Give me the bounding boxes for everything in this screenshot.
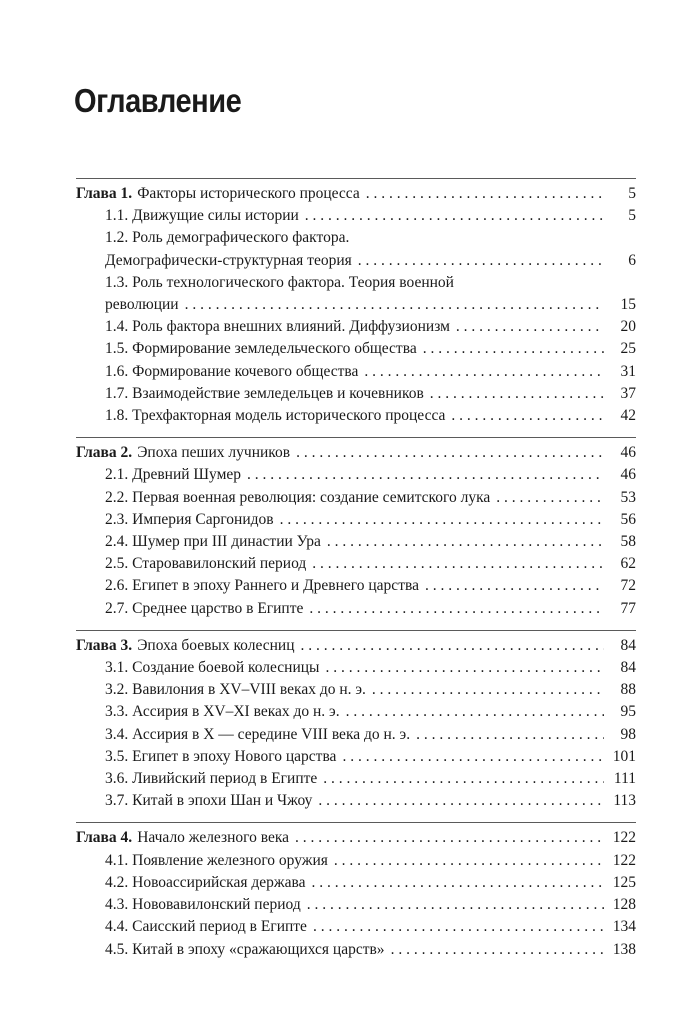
- section-entry[interactable]: [76, 872, 636, 894]
- section-entry[interactable]: [76, 383, 636, 405]
- section-title: 3.5. Египет в эпоху Нового царства: [105, 747, 337, 765]
- section-title: 1.4. Роль фактора внешних влияний. Диффузионизм: [105, 318, 450, 336]
- dot-leader: [346, 701, 604, 723]
- section-entry[interactable]: [76, 405, 636, 427]
- page-number: 88: [620, 681, 636, 699]
- dot-leader: [312, 553, 604, 575]
- section-title: 1.3. Роль технологического фактора. Теория военной: [105, 273, 454, 291]
- section-entry[interactable]: [76, 701, 636, 723]
- section-entry[interactable]: [76, 509, 636, 531]
- chapter-entry[interactable]: [76, 442, 636, 464]
- page-number: 20: [620, 318, 636, 336]
- dot-leader: [334, 850, 604, 872]
- dot-leader: [311, 872, 604, 894]
- section-title: 1.6. Формирование кочевого общества: [105, 362, 359, 380]
- dot-leader: [307, 894, 604, 916]
- section-entry-line[interactable]: [76, 294, 636, 316]
- section-title: 2.3. Империя Саргонидов: [105, 510, 274, 528]
- dot-leader: [372, 679, 604, 701]
- section-entry[interactable]: [76, 679, 636, 701]
- section-entry[interactable]: [76, 361, 636, 383]
- page-number: 31: [620, 362, 636, 380]
- chapter-number: Глава 1.: [76, 185, 133, 202]
- page-number: 46: [620, 466, 636, 484]
- page-number: 101: [612, 747, 636, 765]
- section-title: 1.2. Роль демографического фактора.: [105, 229, 350, 247]
- page-number: 58: [620, 533, 636, 551]
- dot-leader: [391, 939, 604, 961]
- section-title: революции: [105, 296, 179, 314]
- dot-leader: [323, 768, 604, 790]
- page-number: 95: [620, 703, 636, 721]
- page-number: 72: [620, 577, 636, 595]
- dot-leader: [456, 316, 604, 338]
- page-number: 37: [620, 384, 636, 402]
- page-number: 62: [620, 555, 636, 573]
- chapter-block: [76, 178, 636, 437]
- section-entry[interactable]: [76, 575, 636, 597]
- section-title: 4.4. Саисский период в Египте: [105, 918, 307, 936]
- chapter-entry[interactable]: [76, 183, 636, 205]
- page-number: 5: [628, 207, 636, 225]
- page-number: 42: [620, 407, 636, 425]
- dot-leader: [296, 442, 604, 464]
- chapter-number: Глава 4.: [76, 829, 133, 847]
- page-number: 6: [628, 251, 636, 269]
- dot-leader: [342, 746, 604, 768]
- section-title: 2.4. Шумер при III династии Ура: [105, 533, 321, 551]
- page-number: 5: [628, 185, 636, 202]
- section-entry[interactable]: [76, 939, 636, 961]
- section-title: Демографически-структурная теория: [105, 251, 352, 269]
- chapter-entry[interactable]: [76, 635, 636, 657]
- dot-leader: [416, 724, 604, 746]
- dot-leader: [295, 827, 604, 849]
- dot-leader: [327, 531, 604, 553]
- dot-leader: [280, 509, 604, 531]
- section-entry[interactable]: [76, 487, 636, 509]
- page-number: 128: [612, 896, 636, 914]
- chapter-block: [76, 437, 636, 630]
- dot-leader: [366, 183, 604, 205]
- section-entry-line[interactable]: [76, 227, 636, 249]
- section-entry[interactable]: [76, 894, 636, 916]
- section-title: 3.1. Создание боевой колесницы: [105, 659, 320, 677]
- dot-leader: [305, 205, 604, 227]
- chapter-title: Начало железного века: [137, 829, 290, 847]
- section-title: 3.7. Китай в эпохи Шан и Чжоу: [105, 792, 313, 810]
- page-number: 53: [620, 488, 636, 506]
- section-title: 1.1. Движущие силы истории: [105, 207, 299, 225]
- section-entry[interactable]: [76, 916, 636, 938]
- page-number: 77: [620, 599, 636, 617]
- section-title: 3.2. Вавилония в XV–VIII веках до н. э.: [105, 681, 366, 699]
- page-number: 84: [620, 636, 636, 654]
- chapter-number: Глава 3.: [76, 636, 133, 654]
- dot-leader: [430, 383, 604, 405]
- dot-leader: [247, 464, 604, 486]
- section-title: 2.1. Древний Шумер: [105, 466, 242, 484]
- section-entry[interactable]: [76, 724, 636, 746]
- section-entry[interactable]: [76, 657, 636, 679]
- section-entry[interactable]: [76, 746, 636, 768]
- dot-leader: [358, 250, 604, 272]
- chapter-title: Эпоха пеших лучников: [137, 444, 291, 462]
- section-entry[interactable]: [76, 850, 636, 872]
- dot-leader: [318, 790, 604, 812]
- section-entry[interactable]: [76, 464, 636, 486]
- section-title: 2.7. Среднее царство в Египте: [105, 599, 304, 617]
- dot-leader: [423, 338, 604, 360]
- dot-leader: [364, 361, 604, 383]
- section-entry[interactable]: [76, 531, 636, 553]
- dot-leader: [313, 916, 604, 938]
- section-title: 3.3. Ассирия в XV–XI веках до н. э.: [105, 703, 340, 721]
- section-entry-line[interactable]: [76, 272, 636, 294]
- section-title: 3.6. Ливийский период в Египте: [105, 770, 318, 788]
- section-entry[interactable]: [76, 768, 636, 790]
- page-number: 125: [612, 873, 636, 891]
- section-title: 4.2. Новоассирийская держава: [105, 873, 306, 891]
- section-entry[interactable]: [76, 338, 636, 360]
- section-title: 1.7. Взаимодействие земледельцев и кочевников: [105, 384, 424, 402]
- page-number: 113: [613, 792, 636, 810]
- chapter-entry[interactable]: [76, 827, 636, 849]
- section-title: 2.2. Первая военная революция: создание семитского лука: [105, 488, 491, 506]
- page-number: 46: [620, 444, 636, 462]
- section-title: 4.3. Нововавилонский период: [105, 896, 301, 914]
- section-title: 1.5. Формирование земледельческого общества: [105, 340, 417, 358]
- page-number: 56: [620, 510, 636, 528]
- dot-leader: [425, 575, 604, 597]
- section-title: 4.1. Появление железного оружия: [105, 851, 328, 869]
- section-title: 2.6. Египет в эпоху Раннего и Древнего царства: [105, 577, 419, 595]
- chapter-number: Глава 2.: [76, 444, 133, 462]
- page-number: 134: [612, 918, 636, 936]
- section-title: 2.5. Старовавилонский период: [105, 555, 307, 573]
- section-entry[interactable]: [76, 553, 636, 575]
- page-number: 138: [612, 940, 636, 958]
- table-of-contents: [76, 178, 636, 971]
- section-entry[interactable]: [76, 598, 636, 620]
- chapter-title: Эпоха боевых колесниц: [137, 636, 295, 654]
- chapter-block: [76, 822, 636, 970]
- page-number: 98: [620, 725, 636, 743]
- section-entry[interactable]: [76, 205, 636, 227]
- section-title: 3.4. Ассирия в X — середине VIII века до н. э.: [105, 725, 411, 743]
- page-number: 122: [612, 851, 636, 869]
- page-number: 122: [612, 829, 636, 847]
- section-title: 1.8. Трехфакторная модель исторического процесса: [105, 407, 446, 425]
- chapter-title: Факторы исторического процесса: [137, 185, 360, 202]
- page-title: Оглавление: [74, 82, 242, 119]
- section-title: 4.5. Китай в эпоху «сражающихся царств»: [105, 940, 385, 958]
- chapter-block: [76, 630, 636, 823]
- dot-leader: [301, 635, 605, 657]
- section-entry[interactable]: [76, 316, 636, 338]
- dot-leader: [185, 294, 604, 316]
- section-entry-line[interactable]: [76, 250, 636, 272]
- dot-leader: [496, 487, 604, 509]
- dot-leader: [325, 657, 604, 679]
- section-entry[interactable]: [76, 790, 636, 812]
- page-number: 15: [620, 296, 636, 314]
- page-number: 111: [613, 770, 636, 788]
- dot-leader: [451, 405, 604, 427]
- page-number: 25: [620, 340, 636, 358]
- dot-leader: [309, 598, 604, 620]
- page-number: 84: [620, 659, 636, 677]
